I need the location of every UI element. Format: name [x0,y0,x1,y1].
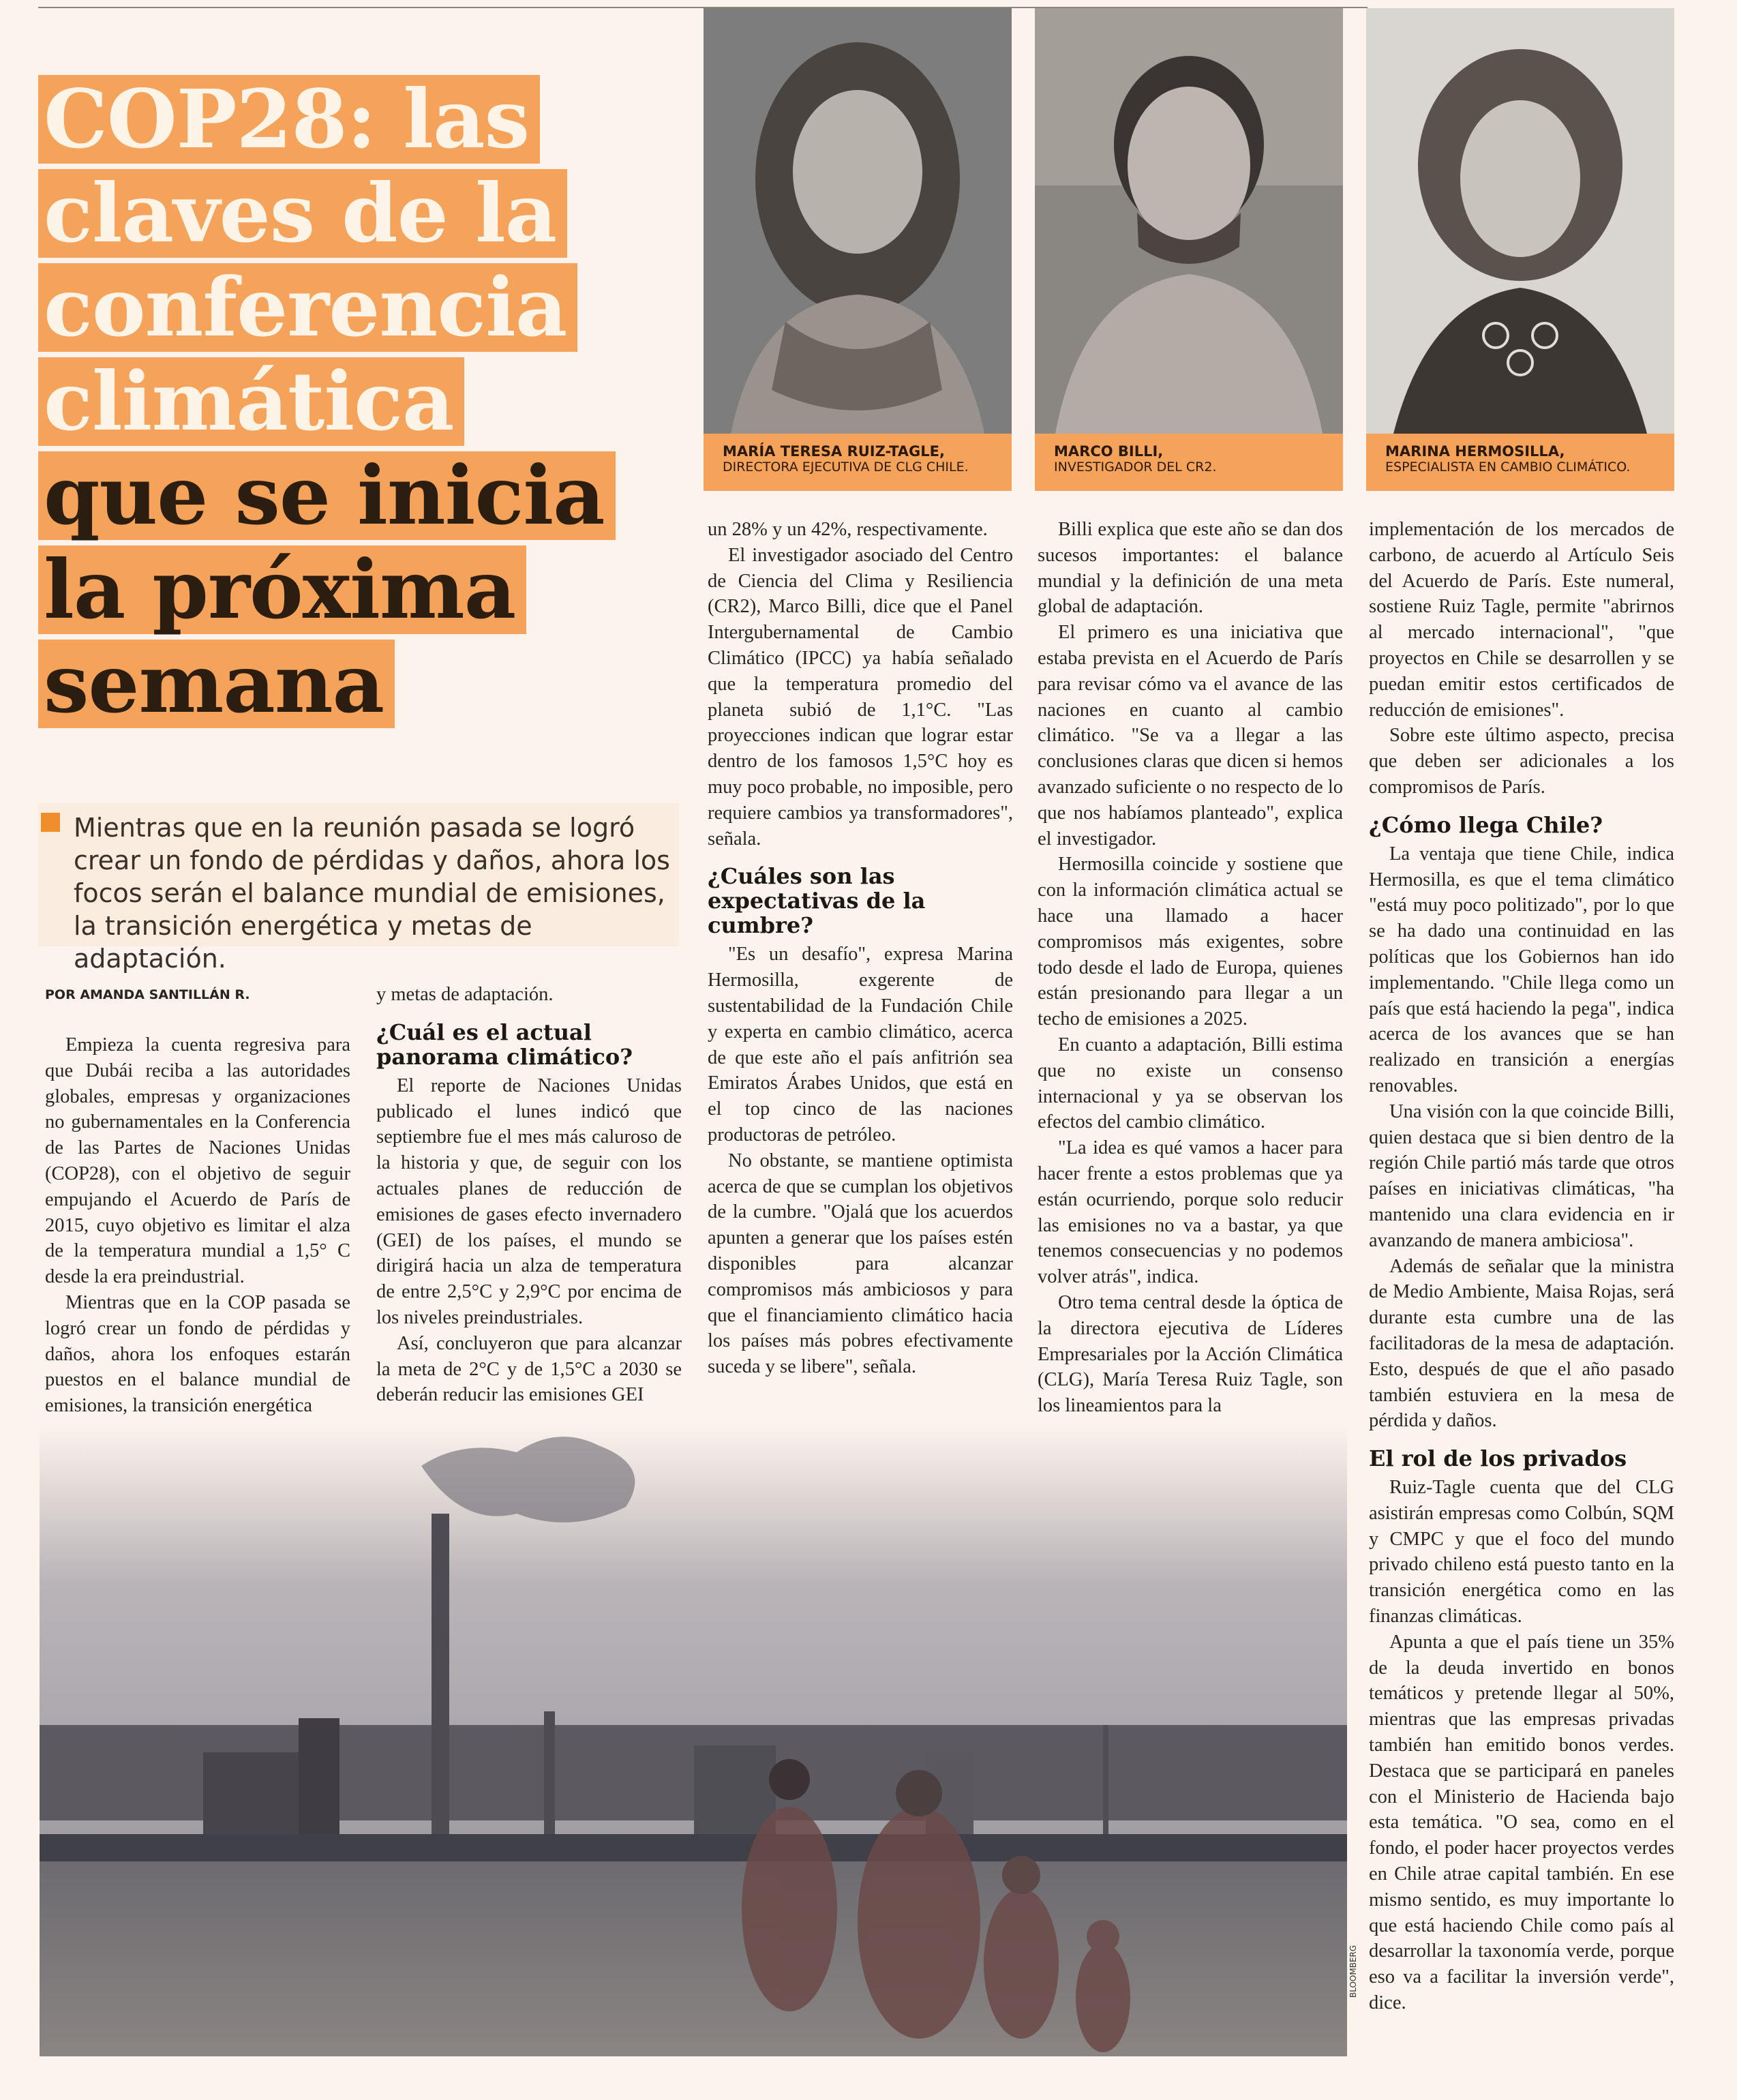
paragraph: La ventaja que tiene Chile, indica Hermosilla, es que el tema climático "está muy poco politizado", por lo que se ha dado una continuidad en las políticas que los Gobiernos han ido implementando. "Chile llega como un país que está haciendo la pega", indica acerca de los avances que se han realizado en transición a energías renovables. [1369,843,1674,1096]
headline-line: conferencia [38,263,577,352]
portrait-man-icon [1035,8,1343,434]
paragraph: Billi explica que este año se dan dos sucesos importantes: el balance mundial y la definición de una meta global de adaptación. [1038,519,1343,618]
column-3 [708,517,1013,1380]
factory-family-photo-icon [40,1425,1347,2056]
paragraph: El primero es una iniciativa que estaba prevista en el Acuerdo de París para revisar cómo va el avance de las naciones en cuanto al cambio climático. "Se va a llegar a las conclusiones claras que dicen si hemos avanzado suficiente o no respecto de lo que nos habíamos planteado", explica el investigador. [1038,622,1343,850]
paragraph: Hermosilla coincide y sostiene que con la información climática actual se hace una llamado a hacer compromisos más exigentes, sobre todo desde el lado de Europa, quienes están presionando para llegar a un techo de emisiones a 2025. [1038,854,1343,1030]
column-2 [376,982,682,1408]
headline-line: la próxima [38,545,526,634]
paragraph: Otro tema central desde la óptica de la directora ejecutiva de Líderes Empresariales por la Acción Climática (CLG), María Teresa Ruiz Tagle, son los lineamientos para la [1038,1291,1343,1417]
headline-line: claves de la [38,169,567,258]
lead-text: Mientras que en la reunión pasada se logró crear un fondo de pérdidas y daños, ahora los focos serán el balance mundial de emisiones, la transición energética y metas de adaptación. [74,813,670,974]
subheading: ¿Cuáles son las expectativas de la cumbre? [708,863,926,939]
subheading: El rol de los privados [1369,1445,1627,1472]
lead-box [38,803,679,974]
paragraph: un 28% y un 42%, respectivamente. [708,519,988,540]
headline-line: climática [38,357,464,446]
portrait-woman-2-icon [1366,8,1674,434]
caption-role: ESPECIALISTA EN CAMBIO CLIMÁTICO. [1385,460,1631,475]
paragraph: Ruiz-Tagle cuenta que del CLG asistirán empresas como Colbún, SQM y CMPC y que el foco del mundo privado chileno está puesto tanto en la transición energética como en las finanzas climáticas. [1369,1477,1674,1627]
headline-line: semana [38,640,395,728]
column-5 [1369,517,1674,2016]
portrait-billi [1035,8,1343,434]
paragraph: Apunta a que el país tiene un 35% de la deuda invertido en bonos temáticos y pretende llegar al 50%, mientras que las empresas privadas también han emitido bonos verdes. Destaca que se participará en paneles con el Ministerio de Hacienda bajo esta temática. "O sea, como en el fondo, el poder hacer proyectos verdes en Chile atrae capital también. En ese mismo sentido, es muy importante lo que está haciendo Chile como país al desarrollar la taxonomía verde, porque eso va a facilitar la inversión verde", dice. [1369,1631,1674,2014]
portrait-woman-1-icon [704,8,1012,434]
paragraph: implementación de los mercados de carbono, de acuerdo al Artículo Seis del Acuerdo de París. Este numeral, sostiene Ruiz Tagle, permite "abrirnos al mercado internacional", "que proyectos en Chile se desarrollen y se puedan emitir estos certificados de reducción de emisiones". [1369,519,1674,721]
paragraph: El investigador asociado del Centro de Ciencia del Clima y Resiliencia (CR2), Marco Billi, dice que el Panel Intergubernamental de Cambio Climático (IPCC) ya había señalado que la temperatura promedio del planeta subió de 1,1°C. "Las proyecciones indican que lograr estar dentro de los famosos 1,5°C hoy es muy poco probable, no imposible, pero requiere cambios ya transformadores", señala. [708,544,1013,850]
caption-role: INVESTIGADOR DEL CR2. [1054,460,1217,475]
headline-line: que se inicia [38,451,616,540]
paragraph: "La idea es qué vamos a hacer para hacer frente a estos problemas que ya están ocurriendo, porque solo reducir las emisiones no va a bastar, ya que tenemos consecuencias y no podemos volver atrás", indica. [1038,1137,1343,1288]
paragraph: Una visión con la que coincide Billi, quien destaca que si bien dentro de la región Chile partió más tarde que otros países en iniciativas climáticas, "ha mantenido una clara evidencia en ir avanzando de manera ambiciosa". [1369,1100,1674,1251]
headline-line: COP28: las [38,75,540,164]
portrait-hermosilla [1366,8,1674,434]
caption-role: DIRECTORA EJECUTIVA DE CLG CHILE. [723,460,969,475]
column-4 [1038,517,1343,1419]
headline [38,72,693,734]
subheading: ¿Cuál es el actual panorama climático? [376,1019,633,1070]
caption-name: MARINA HERMOSILLA, [1385,443,1565,460]
paragraph: Así, concluyeron que para alcanzar la meta de 2°C y de 1,5°C a 2030 se deberán reducir las emisiones GEI [376,1332,682,1406]
caption-ruiz-tagle [704,434,1012,491]
byline: POR AMANDA SANTILLÁN R. [45,987,250,1002]
subheading: ¿Cómo llega Chile? [1369,811,1603,838]
portrait-ruiz-tagle [704,8,1012,434]
paragraph: Además de señalar que la ministra de Medio Ambiente, Maisa Rojas, será durante esta cumbre una de las facilitadoras de la mesa de adaptación. Esto, después de que el año pasado también estuviera en la mesa de pérdida y daños. [1369,1255,1674,1432]
caption-hermosilla [1366,434,1674,491]
industrial-photo [40,1425,1347,2056]
photo-credit: BLOOMBERG [1348,1945,1358,1998]
paragraph: Mientras que en la COP pasada se logró crear un fondo de pérdidas y daños, ahora los enfoques estarán puestos en el balance mundial de emisiones, la transición energética [45,1291,350,1417]
paragraph: y metas de adaptación. [376,984,554,1005]
paragraph: El reporte de Naciones Unidas publicado el lunes indicó que septiembre fue el mes más caluroso de la historia y que, de seguir con los actuales planes de reducción de emisiones de gases efecto invernadero (GEI) de los países, el mundo se dirigirá hacia un alza de temperatura de entre 2,5°C y 2,9°C por encima de los niveles preindustriales. [376,1075,682,1328]
paragraph: En cuanto a adaptación, Billi estima que no existe un consenso internacional y ya se observan los efectos del cambio climático. [1038,1034,1343,1133]
bullet-square-icon [41,813,60,832]
paragraph: "Es un desafío", expresa Marina Hermosilla, exgerente de sustentabilidad de la Fundación Chile y experta en cambio climático, acerca de que este año el país anfitrión sea Emiratos Árabes Unidos, que está en el top cinco de las naciones productoras de petróleo. [708,944,1013,1145]
caption-name: MARÍA TERESA RUIZ-TAGLE, [723,443,945,460]
column-1 [45,1032,350,1419]
paragraph: Empieza la cuenta regresiva para que Dubái reciba a las autoridades globales, empresas y organizaciones no gubernamentales en la Conferencia de las Partes de Naciones Unidas (COP28), con el objetivo de seguir empujando el Acuerdo de París de 2015, cuyo objetivo es limitar el alza de la temperatura mundial a 1,5° C desde la era preindustrial. [45,1034,350,1288]
paragraph: Sobre este último aspecto, precisa que deben ser adicionales a los compromisos de París. [1369,725,1674,798]
paragraph: No obstante, se mantiene optimista acerca de que se cumplan los objetivos de la cumbre. "Ojalá que los acuerdos apunten a generar que los países estén disponibles para alcanzar compromisos más ambiciosos y para que el financiamiento climático hacia los países más pobres efectivamente suceda y se libere", señala. [708,1150,1013,1378]
caption-billi [1035,434,1343,491]
caption-name: MARCO BILLI, [1054,443,1164,460]
